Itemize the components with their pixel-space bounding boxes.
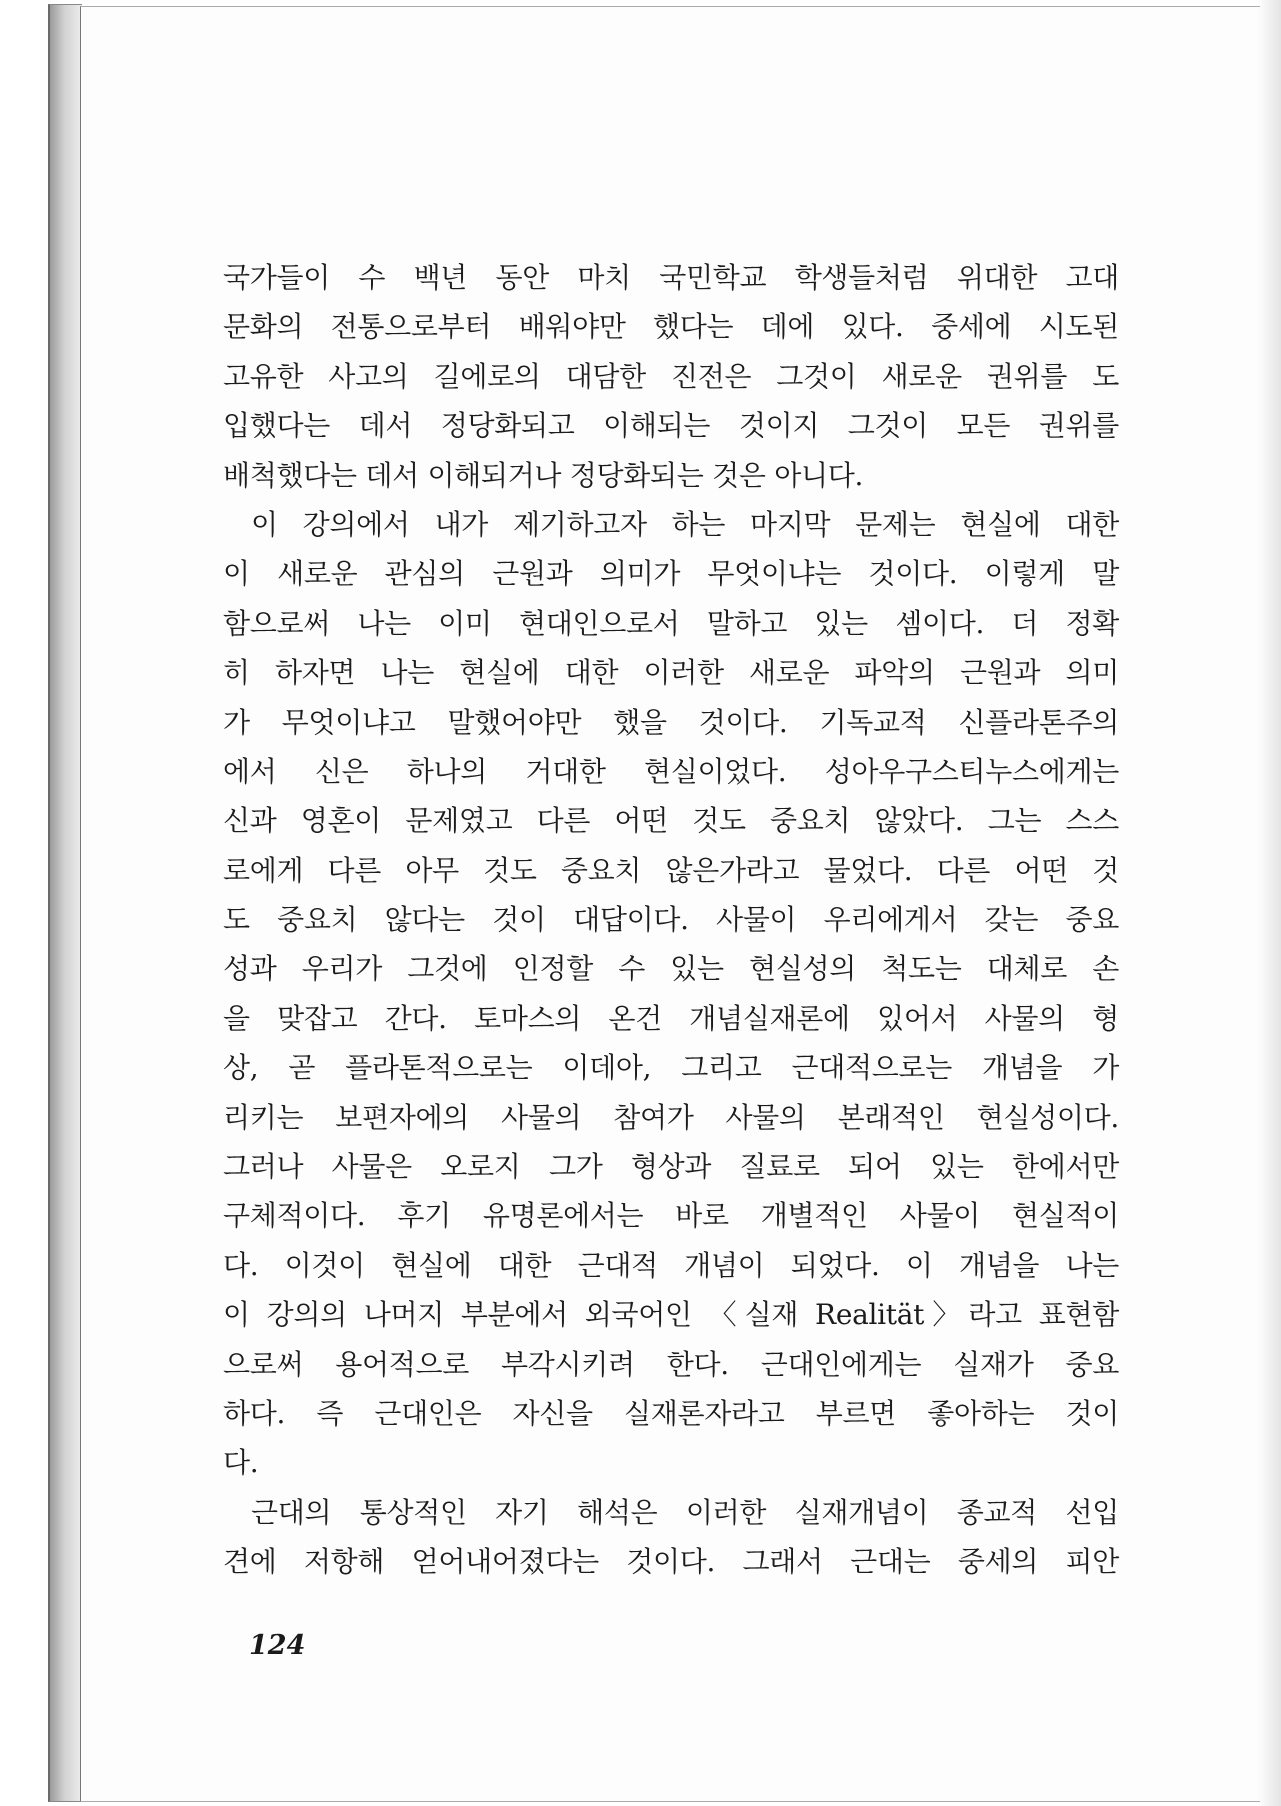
text-line: 문화의 전통으로부터 배워야만 했다는 데에 있다. 중세에 시도된	[223, 310, 1119, 344]
text-line: 을 맞잡고 간다. 토마스의 온건 개념실재론에 있어서 사물의 형	[223, 1001, 1119, 1035]
text-line: 그러나 사물은 오로지 그가 형상과 질료로 되어 있는 한에서만	[223, 1150, 1119, 1184]
text-line: 신과 영혼이 문제였고 다른 어떤 것도 중요치 않았다. 그는 스스	[223, 804, 1119, 838]
text-line: 이 강의에서 내가 제기하고자 하는 마지막 문제는 현실에 대한	[251, 507, 1119, 541]
page-number: 124	[249, 1630, 306, 1661]
text-line: 함으로써 나는 이미 현대인으로서 말하고 있는 셈이다. 더 정확	[223, 606, 1119, 640]
text-line: 가 무엇이냐고 말했어야만 했을 것이다. 기독교적 신플라톤주의	[223, 705, 1119, 739]
text-line: 도 중요치 않다는 것이 대답이다. 사물이 우리에게서 갖는 중요	[223, 903, 1119, 937]
text-line: 다. 이것이 현실에 대한 근대적 개념이 되었다. 이 개념을 나는	[223, 1248, 1119, 1282]
text-line: 히 하자면 나는 현실에 대한 이러한 새로운 파악의 근원과 의미	[223, 656, 1119, 690]
text-line: 견에 저항해 얻어내어졌다는 것이다. 그래서 근대는 중세의 피안	[223, 1545, 1119, 1579]
text-line: 배척했다는 데서 이해되거나 정당화되는 것은 아니다.	[223, 458, 864, 492]
text-line: 이 강의의 나머지 부분에서 외국어인 〈실재 Realität〉라고 표현함	[223, 1298, 1119, 1332]
body-text	[223, 253, 1119, 1587]
text-line: 근대의 통상적인 자기 해석은 이러한 실재개념이 종교적 선입	[251, 1495, 1119, 1529]
text-line: 으로써 용어적으로 부각시키려 한다. 근대인에게는 실재가 중요	[223, 1347, 1119, 1381]
text-line: 리키는 보편자에의 사물의 참여가 사물의 본래적인 현실성이다.	[223, 1100, 1119, 1134]
text-line: 국가들이 수 백년 동안 마치 국민학교 학생들처럼 위대한 고대	[223, 261, 1119, 294]
page-right-shadow	[1257, 0, 1281, 1806]
text-line: 상, 곧 플라톤적으로는 이데아, 그리고 근대적으로는 개념을 가	[223, 1051, 1119, 1085]
text-line: 구체적이다. 후기 유명론에서는 바로 개별적인 사물이 현실적이	[223, 1199, 1119, 1233]
book-spine-edge	[48, 4, 82, 1802]
text-line: 입했다는 데서 정당화되고 이해되는 것이지 그것이 모든 권위를	[223, 409, 1119, 443]
text-line: 고유한 사고의 길에로의 대담한 진전은 그것이 새로운 권위를 도	[223, 359, 1119, 393]
text-line: 이 새로운 관심의 근원과 의미가 무엇이냐는 것이다. 이렇게 말	[223, 557, 1119, 591]
text-line: 하다. 즉 근대인은 자신을 실재론자라고 부르면 좋아하는 것이	[223, 1396, 1119, 1430]
text-line: 에서 신은 하나의 거대한 현실이었다. 성아우구스티누스에게는	[223, 754, 1119, 788]
text-line: 로에게 다른 아무 것도 중요치 않은가라고 물었다. 다른 어떤 것	[223, 853, 1119, 887]
text-line: 다.	[223, 1446, 259, 1480]
text-line: 성과 우리가 그것에 인정할 수 있는 현실성의 척도는 대체로 손	[223, 952, 1119, 986]
